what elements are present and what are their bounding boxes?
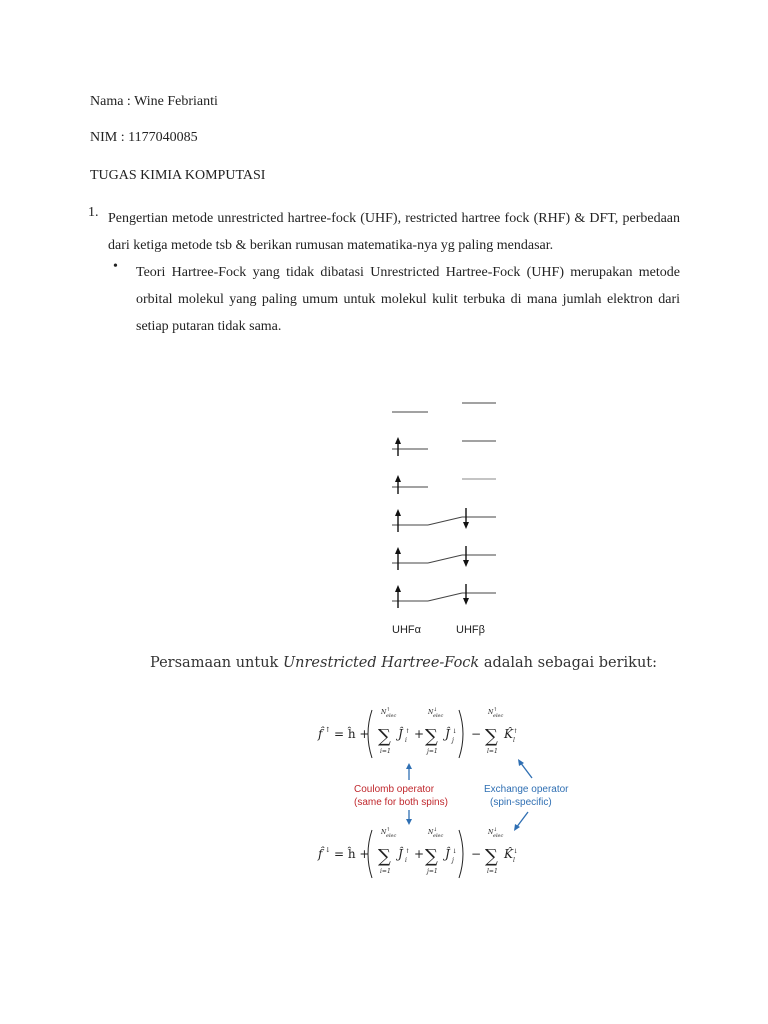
spin-down-arrows <box>463 508 469 605</box>
svg-text:+: + <box>414 847 425 861</box>
down-arrow-icon <box>463 598 469 605</box>
svg-text:↓: ↓ <box>513 848 519 855</box>
svg-text:N: N <box>428 709 434 716</box>
svg-text:i: i <box>405 737 407 744</box>
svg-text:elec: elec <box>433 833 444 839</box>
task-title: TUGAS KIMIA KOMPUTASI <box>90 168 266 183</box>
svg-text:N: N <box>488 829 494 836</box>
bullet-marker: • <box>113 259 118 274</box>
up-arrow-icon <box>395 475 401 482</box>
svg-text:l: l <box>513 857 515 864</box>
svg-text:Ĵ: Ĵ <box>398 727 403 741</box>
connector-lines <box>428 517 462 601</box>
svg-text:K̂: K̂ <box>504 847 513 861</box>
svg-text:↓: ↓ <box>433 707 438 713</box>
svg-text:↑: ↑ <box>493 707 498 713</box>
arrow-up-icon <box>406 763 412 769</box>
svg-text:l=1: l=1 <box>487 748 498 755</box>
svg-text:elec: elec <box>386 833 397 839</box>
svg-text:↑: ↑ <box>513 728 519 735</box>
svg-text:elec: elec <box>433 713 444 719</box>
equation-heading-italic: Unrestricted Hartree-Fock <box>282 655 480 671</box>
svg-text:Ĵ: Ĵ <box>445 727 450 741</box>
uhf-equations-figure <box>314 702 584 884</box>
svg-text:l=1: l=1 <box>487 868 498 875</box>
svg-text:∑: ∑ <box>378 726 391 747</box>
svg-text:j=1: j=1 <box>427 868 438 875</box>
svg-text:↓: ↓ <box>452 848 458 855</box>
spin-up-arrows <box>395 437 401 608</box>
svg-text:∑: ∑ <box>425 846 438 867</box>
equation-heading <box>150 655 657 671</box>
svg-text:elec: elec <box>493 713 504 719</box>
connector-4 <box>428 517 462 525</box>
svg-text:i=1: i=1 <box>380 748 391 755</box>
uhf-beta-label: UHFβ <box>456 624 485 636</box>
equation-heading-prefix: Persamaan untuk <box>150 655 283 671</box>
arrow-down-left-icon <box>514 824 520 831</box>
svg-text:f̂: f̂ <box>318 847 323 861</box>
svg-text:Ĵ: Ĵ <box>398 847 403 861</box>
svg-text:−: − <box>471 727 482 741</box>
svg-text:= ĥ +: = ĥ + <box>334 847 370 861</box>
arrow-down-icon <box>406 819 412 825</box>
uhf-alpha-label: UHFα <box>392 624 421 636</box>
svg-text:↓: ↓ <box>452 728 458 735</box>
svg-text:j: j <box>452 737 454 744</box>
arrow-up-left-icon <box>520 762 532 778</box>
svg-text:i=1: i=1 <box>380 868 391 875</box>
equation-heading-suffix: adalah sebagai berikut: <box>479 655 658 671</box>
svg-text:−: − <box>471 847 482 861</box>
connector-6 <box>428 593 462 601</box>
svg-text:∑: ∑ <box>485 726 498 747</box>
svg-text:Ĵ: Ĵ <box>445 847 450 861</box>
exchange-operator-note: (spin-specific) <box>490 797 552 808</box>
question-number: 1. <box>88 205 99 220</box>
svg-text:↓: ↓ <box>325 846 331 854</box>
svg-text:j: j <box>452 857 454 864</box>
bullet-text: Teori Hartree-Fock yang tidak dibatasi Unrestricted Hartree-Fock (UHF) merupakan metode orbital molekul yang paling umum untuk molekul kulit terbuka di mana jumlah elektron dari setiap putaran tidak sama. <box>136 265 680 334</box>
svg-text:↑: ↑ <box>325 726 331 734</box>
svg-text:j=1: j=1 <box>427 748 438 755</box>
question-text: Pengertian metode unrestricted hartree-fock (UHF), restricted hartree fock (RHF) & DFT, perbedaan dari ketiga metode tsb & berikan rumusan matematika-nya yg paling mendasar. <box>108 211 680 253</box>
beta-levels <box>462 403 496 593</box>
svg-text:↑: ↑ <box>405 728 411 735</box>
svg-text:+: + <box>414 727 425 741</box>
svg-text:∑: ∑ <box>378 846 391 867</box>
student-nim: NIM : 1177040085 <box>90 130 198 145</box>
svg-text:N: N <box>381 829 387 836</box>
svg-text:∑: ∑ <box>485 846 498 867</box>
up-arrow-icon <box>395 547 401 554</box>
up-arrow-icon <box>395 509 401 516</box>
svg-text:f̂: f̂ <box>318 727 323 741</box>
up-arrow-icon <box>395 585 401 592</box>
student-name: Nama : Wine Febrianti <box>90 94 218 109</box>
svg-text:↓: ↓ <box>433 827 438 833</box>
svg-text:N: N <box>428 829 434 836</box>
svg-text:N: N <box>381 709 387 716</box>
svg-text:= ĥ +: = ĥ + <box>334 727 370 741</box>
arrow-up-left-icon <box>518 759 524 766</box>
fock-equation-down <box>317 827 518 878</box>
uhf-orbital-diagram <box>380 390 510 640</box>
svg-text:elec: elec <box>386 713 397 719</box>
up-arrow-icon <box>395 437 401 444</box>
coulomb-operator-label: Coulomb operator <box>354 784 435 795</box>
svg-text:elec: elec <box>493 833 504 839</box>
svg-text:l: l <box>513 737 515 744</box>
fock-equation-up <box>317 707 518 758</box>
svg-text:K̂: K̂ <box>504 727 513 741</box>
exchange-arrows <box>514 759 532 831</box>
svg-text:∑: ∑ <box>425 726 438 747</box>
coulomb-operator-note: (same for both spins) <box>354 797 448 808</box>
down-arrow-icon <box>463 522 469 529</box>
svg-text:i: i <box>405 857 407 864</box>
svg-text:↓: ↓ <box>493 827 498 833</box>
connector-5 <box>428 555 462 563</box>
down-arrow-icon <box>463 560 469 567</box>
svg-text:↑: ↑ <box>386 827 391 833</box>
svg-text:N: N <box>488 709 494 716</box>
arrow-down-left-icon <box>516 812 528 828</box>
exchange-operator-label: Exchange operator <box>484 784 569 795</box>
svg-text:↑: ↑ <box>405 848 411 855</box>
svg-text:↑: ↑ <box>386 707 391 713</box>
